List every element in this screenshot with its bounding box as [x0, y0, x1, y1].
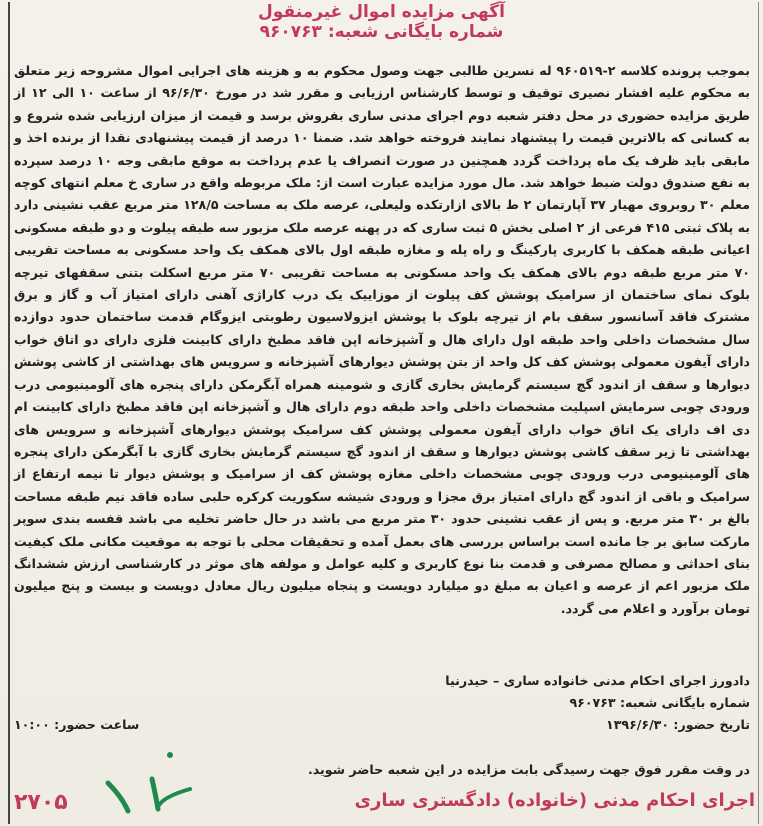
footer-time-row [14, 714, 750, 736]
issuing-organization: اجرای احکام مدنی (خانواده) دادگستری ساری [354, 790, 755, 811]
bailiff-name: دادورز اجرای احکام مدنی خانواده ساری – حیدرنیا [445, 673, 750, 688]
notice-title: آگهی مزایده اموال غیرمنقول [258, 2, 505, 22]
attendance-date: تاریخ حضور: ۱۳۹۶/۶/۳۰ [606, 717, 750, 732]
signature-mark [100, 745, 210, 815]
footer-bailiff-line [14, 670, 750, 692]
attendance-time: ساعت حضور: ۱۰:۰۰ [14, 717, 140, 732]
archive-number-heading: شماره بایگانی شعبه: ۹۶۰۷۶۳ [259, 22, 504, 42]
notice-header [0, 2, 763, 42]
reference-number: ۲۷۰۵ [14, 790, 68, 815]
attendance-instruction: در وقت مقرر فوق جهت رسیدگی بابت مزایده در این شعبه حاضر شوید. [307, 762, 750, 777]
archive-number: شماره بایگانی شعبه: ۹۶۰۷۶۳ [569, 695, 750, 710]
footer-archive-line [14, 692, 750, 714]
notice-body: بموجب پرونده کلاسه ۲-۹۶۰۵۱۹ له نسرین طالبی جهت وصول محکوم به و هزینه های اجرایی اموال مشروحه زیر متعلق به محکوم علیه افشار نصیری توقیف و توسط کارشناس ارزیابی و مقرر شد در مورخ ۹۶/۶/۳۰ از ساعت ۱۰ الی ۱۲ از طریق مزایده حضوری در محل دفتر شعبه دوم اجرای مدنی ساری بفروش برسد و قیمت از میزان ارزیابی شده شروع و به کسانی که بالاترین قیمت را پیشنهاد نمایند فروخته خواهد شد. ضمنا ۱۰ درصد از قیمت پیشنهادی نقدا از برنده اخذ و مابقی باید ظرف یک ماه پرداخت گردد همچنین در صورت انصراف یا عدم پرداخت به موقع مابقی وجه ۱۰ درصد سپرده به نفع صندوق دولت ضبط خواهد شد. مال مورد مزایده عبارت است از: ملک مربوطه واقع در ساری خ معلم انتهای کوچه معلم ۳۰ روبروی مهیار ۳۷ آپارتمان ۲ ط بالای ازارتکده ولیعلی، عرصه ملک به مساحت ۱۲۸/۵ متر مربع عقب نشینی دارد به پلاک ثبتی ۴۱۵ فرعی از ۲ اصلی بخش ۵ ثبت ساری که در پهنه عرصه ملک مزبور سه طبقه پیلوت و دو طبقه مسکونی اعیانی طبقه همکف با کاربری پارکینگ و راه پله و مغازه طبقه اول بالای همکف یک واحد مسکونی به مساحت تقریبی ۷۰ متر مربع طبقه دوم بالای همکف یک واحد مسکونی به مساحت تقریبی ۷۰ متر مربع اسکلت بتنی سقفهای تیرچه بلوک نمای ساختمان از سرامیک پوشش کف پیلوت از موزاییک یک درب کاراژی آهنی دارای امتیاز آب و گاز و برق مشترک فاقد آسانسور سقف بام از تیرچه بلوک با پوشش ایزولاسیون رطوبتی ایزوگام قدمت ساختمان حدود دوازده سال مشخصات داخلی واحد طبقه اول دارای هال و آشپزخانه اپن فاقد مطبخ دارای کابینت فلزی دارای دو اتاق خواب دارای آیفون معمولی پوشش کف کل واحد از بتن پوشش دیوارهای آشپزخانه و سرویس های بهداشتی از کاشی پوشش دیوارها و سقف از اندود گچ سیستم گرمایش بخاری گازی و شومینه همراه آبگرمکن دارای پنجره های آلومینیومی درب ورودی چوبی سرمایش اسپلیت مشخصات داخلی واحد طبقه دوم دارای هال و آشپزخانه اپن فاقد مطبخ دارای کابینت ام دی اف دارای یک اتاق خواب دارای آیفون معمولی پوشش کف سرامیک پوشش دیوارهای آشپزخانه و سرویس های بهداشتی تا زیر سقف کاشی پوشش دیوارها و سقف از اندود گچ سیستم گرمایش بخاری گازی با آبگرمکن دارای پنجره های آلومینیومی درب ورودی چوبی مشخصات داخلی مغازه پوشش کف از سرامیک و پوشش دیوار تا نیمه ارتفاع از سرامیک و باقی از اندود گچ دارای امتیاز برق مجزا و ورودی شیشه سکوریت کرکره حلبی ساده فاقد نیم طبقه مساحت بالغ بر ۳۰ متر مربع. و پس از عقب نشینی حدود ۳۰ متر مربع می باشد در حال حاضر تخلیه می باشد قفسه بندی سوپر مارکت سابق بر جا مانده است براساس بررسی های بعمل آمده و تحقیقات محلی با توجه به موقعیت مکانی ملک کیفیت بنای احداثی و مصالح مصرفی و قدمت بنا نوع کاربری و کلیه عوامل و مولفه های موثر در کارشناسی ارزش ششدانگ ملک مزبور اعم از عرصه و اعیان به مبلغ دو میلیارد دویست و پنجاه میلیون ریال معادل دویست و بیست و پنج میلیون تومان برآورد و اعلام می گردد. [14, 63, 751, 616]
footer-time-holder [14, 714, 750, 736]
